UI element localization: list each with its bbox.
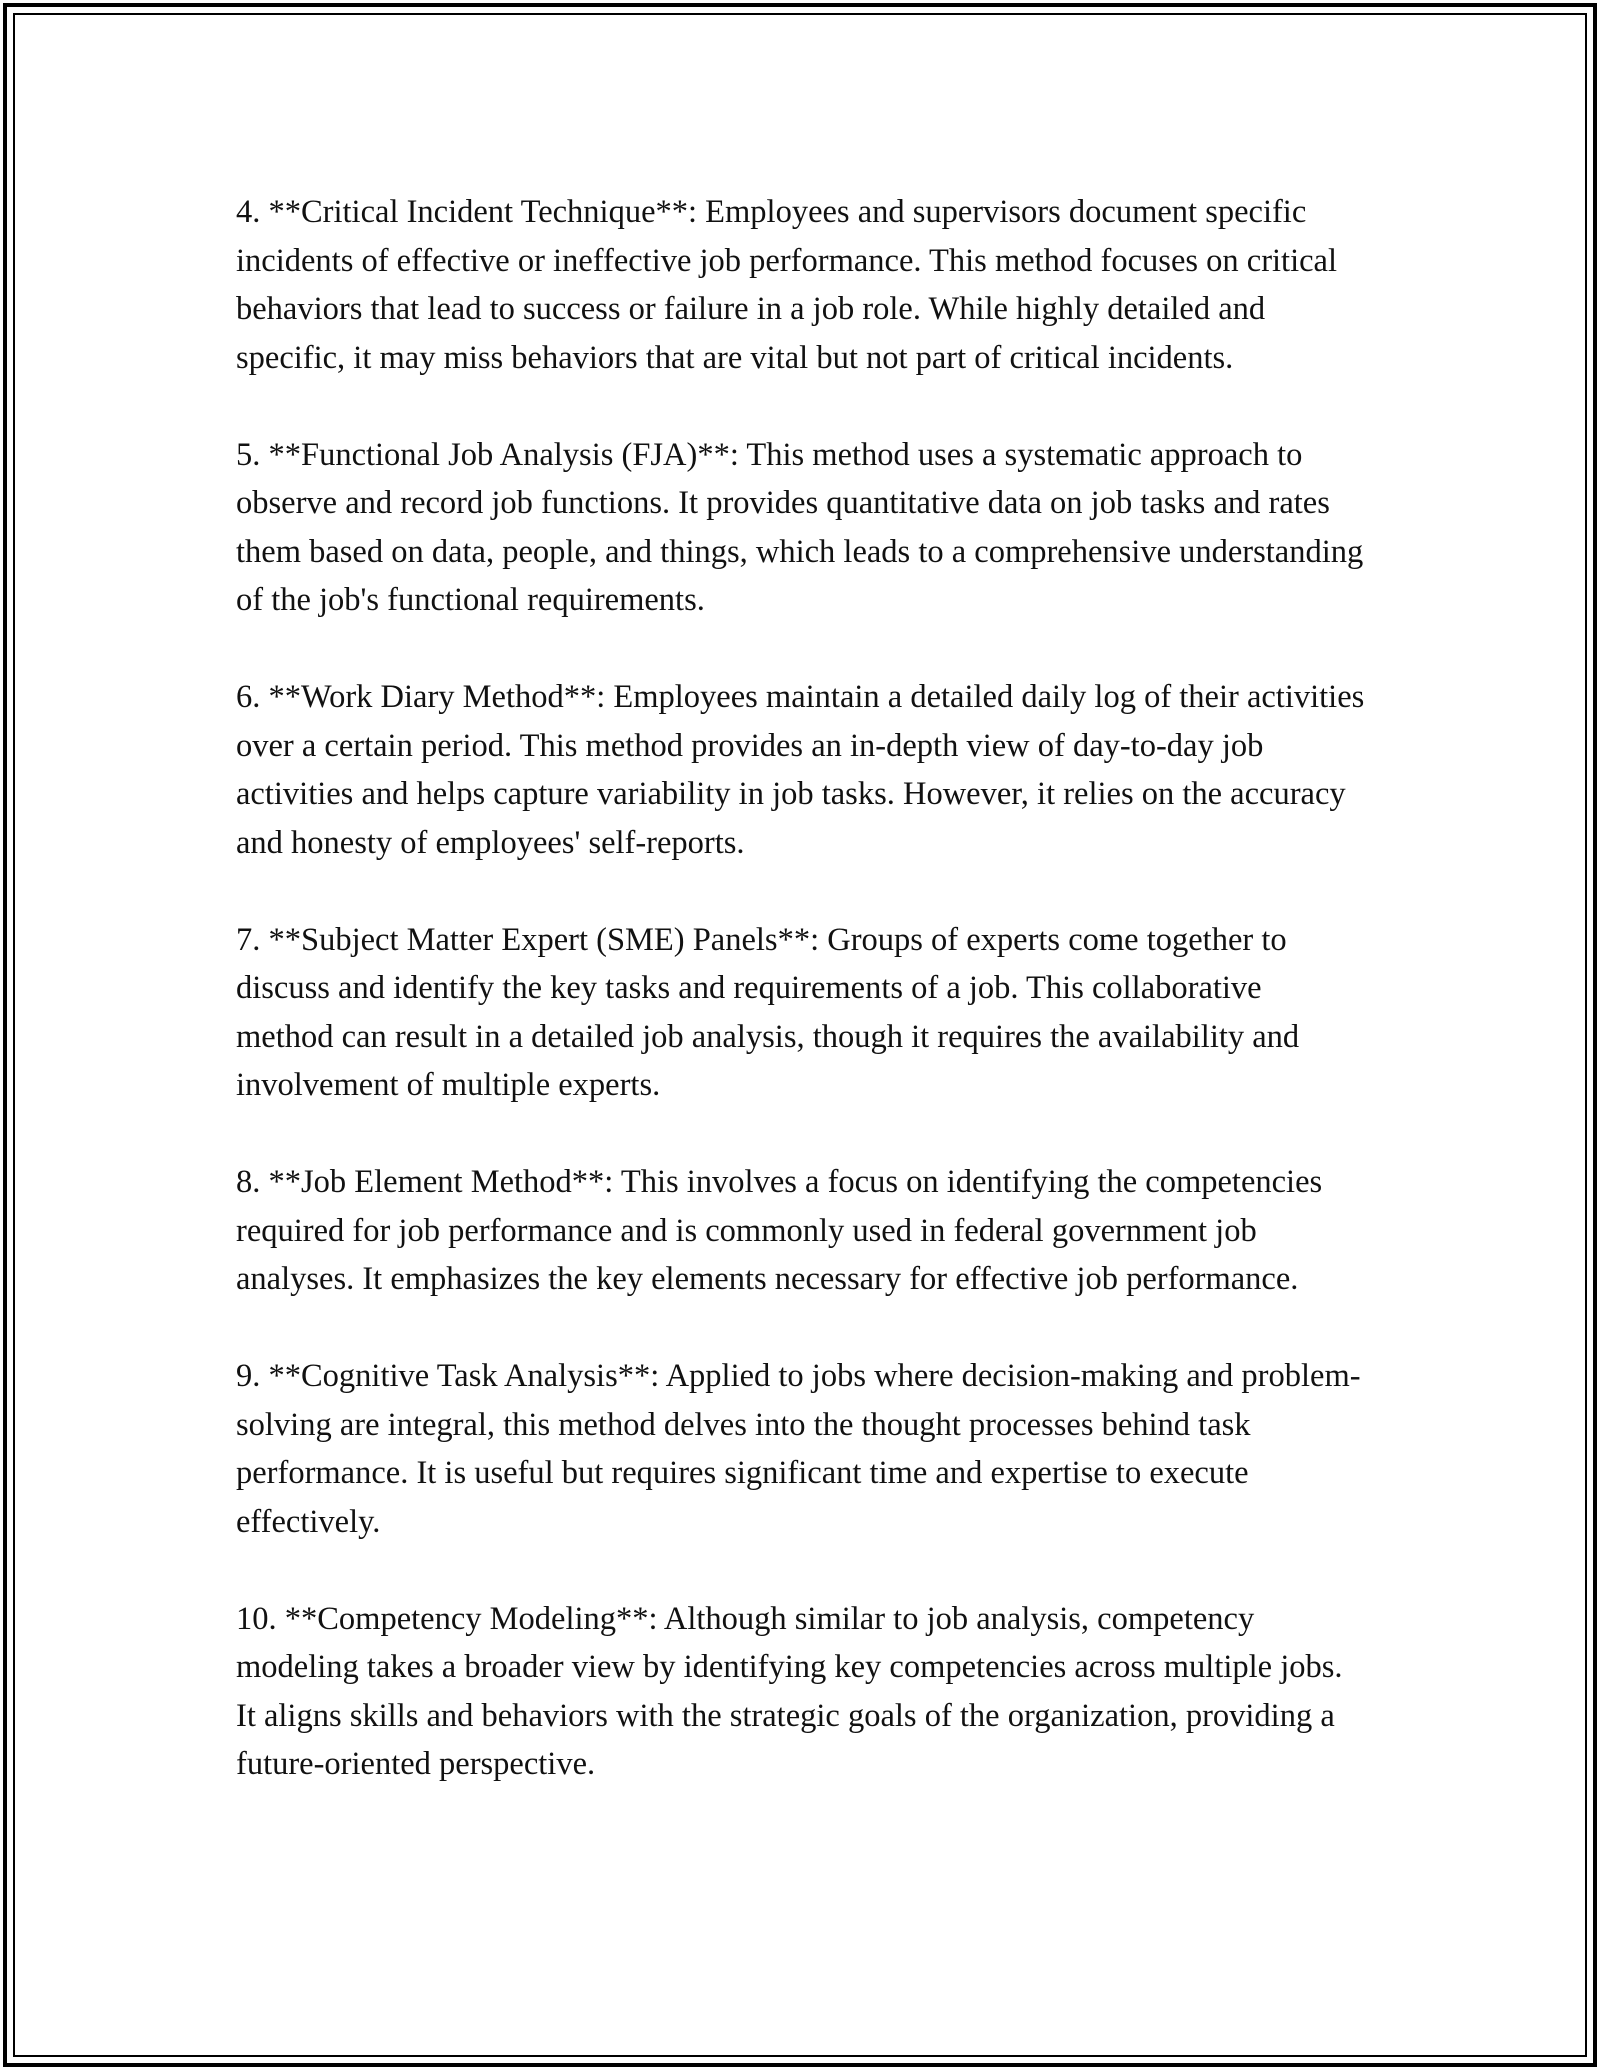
paragraph-sme-panels: 7. **Subject Matter Expert (SME) Panels**: Groups of experts come together to discuss and identify the key tasks and requirements of a job. This collaborative method can result in a detailed job analysis, though it requires the availability and involvement of multiple experts. [236, 921, 1300, 1103]
paragraph-competency-modeling: 10. **Competency Modeling**: Although similar to job analysis, competency modeling takes a broader view by identifying key competencies across multiple jobs. It aligns skills and behaviors with the strategic goals of the organization, providing a future-oriented perspective. [236, 1600, 1343, 1782]
paragraph-work-diary-method: 6. **Work Diary Method**: Employees maintain a detailed daily log of their activities over a certain period. This method provides an in-depth view of day-to-day job activities and helps capture variability in job tasks. However, it relies on the accuracy and honesty of employees' self-reports. [236, 679, 1365, 861]
paragraph-job-element-method: 8. **Job Element Method**: This involves a focus on identifying the competencies required for job performance and is commonly used in federal government job analyses. It emphasizes the key elements necessary for effective job performance. [236, 1164, 1323, 1297]
paragraph-critical-incident-technique: 4. **Critical Incident Technique**: Employees and supervisors document specific incidents of effective or ineffective job performance. This method focuses on critical behaviors that lead to success or failure in a job role. While highly detailed and specific, it may miss behaviors that are vital but not part of critical incidents. [236, 194, 1337, 376]
paragraph-cognitive-task-analysis: 9. **Cognitive Task Analysis**: Applied to jobs where decision-making and problem-solving are integral, this method delves into the thought processes behind task performance. It is useful but requires significant time and expertise to execute effectively. [236, 1358, 1361, 1540]
paragraph-functional-job-analysis: 5. **Functional Job Analysis (FJA)**: This method uses a systematic approach to observe and record job functions. It provides quantitative data on job tasks and rates them based on data, people, and things, which leads to a comprehensive understanding of the job's functional requirements. [236, 436, 1364, 618]
document-body [236, 188, 1366, 1789]
